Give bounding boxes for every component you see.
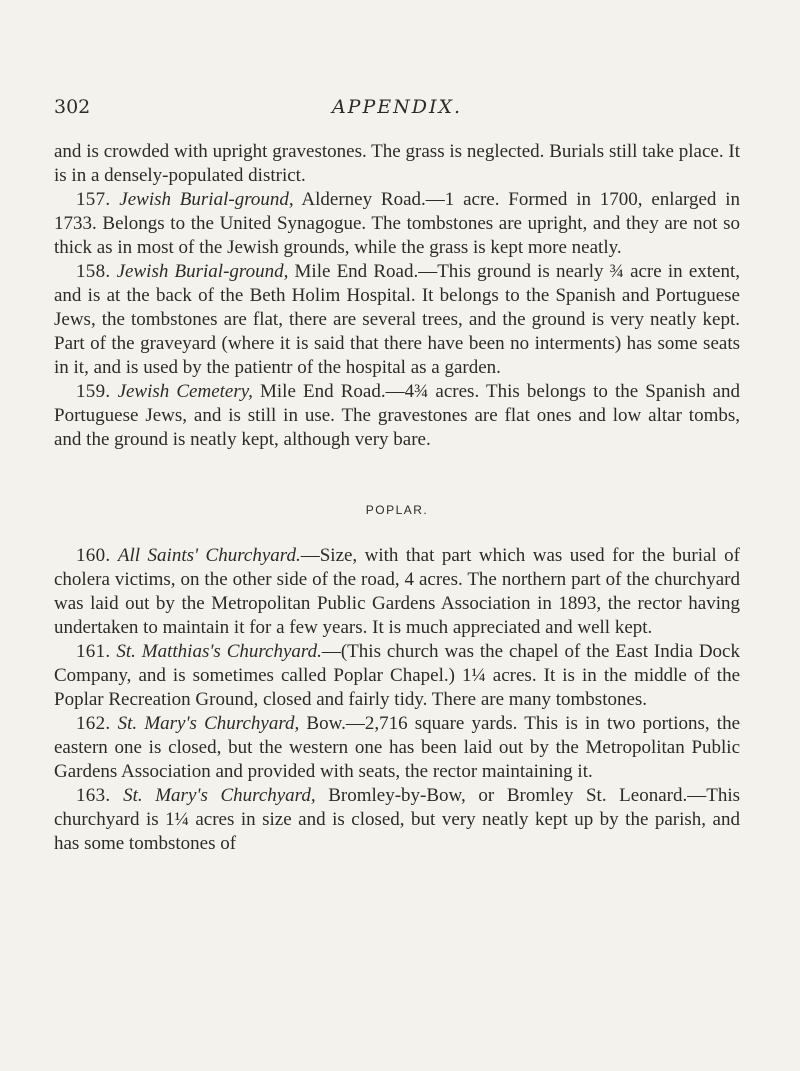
page-body: [54, 140, 740, 856]
entry-158: [54, 260, 740, 380]
entry-text: Mile End Road.—4¾ acres. This belongs to the Spanish and Portuguese Jews, and is still in use. The gravestones are flat ones and low altar tombs, and the ground is neatly kept, although very bare.: [54, 381, 740, 450]
entry-text: Bromley-by-Bow, or Bromley St. Leonard.—This churchyard is 1¼ acres in size and is closed, but very neatly kept up by the parish, and has some tombstones of: [54, 785, 741, 854]
page-number: 302: [54, 96, 91, 118]
entry-number: 163.: [76, 785, 111, 806]
entry-160: [54, 544, 740, 640]
entry-title: All Saints' Churchyard.: [117, 545, 301, 566]
running-head: APPENDIX.: [331, 96, 463, 118]
entry-number: 162.: [76, 713, 111, 734]
entry-159: [54, 380, 740, 452]
entry-title: Jewish Burial-ground,: [119, 189, 294, 210]
page-header: [54, 96, 740, 122]
entry-157: [54, 188, 740, 260]
entry-163: [54, 784, 740, 856]
entry-title: St. Mary's Churchyard,: [123, 785, 316, 806]
entry-number: 160.: [76, 545, 111, 566]
section-heading-poplar: POPLAR.: [365, 503, 429, 517]
entry-number: 158.: [76, 261, 111, 282]
entry-161: [54, 640, 740, 712]
entry-title: Jewish Burial-ground,: [116, 261, 289, 282]
opening-paragraph: and is crowded with upright gravestones. The grass is neglected. Burials still take place. It is in a densely-populated district.: [54, 141, 740, 186]
entry-text: Mile End Road.—This ground is nearly ¾ acre in extent, and is at the back of the Beth Holim Hospital. It belongs to the Spanish and Portuguese Jews, the tombstones are flat, there are several trees, and the ground is very neatly kept. Part of the graveyard (where it is said that there have been no interments) has some seats in it, and is used by the patientr of the hospital as a garden.: [54, 261, 740, 378]
entry-number: 159.: [76, 381, 111, 402]
entry-text: Bow.—2,716 square yards. This is in two portions, the eastern one is closed, but the western one has been laid out by the Metropolitan Public Gardens Association and provided with seats, the rector maintaining it.: [54, 713, 741, 782]
entry-162: [54, 712, 740, 784]
entry-text: —Size, with that part which was used for the burial of cholera victims, on the other side of the road, 4 acres. The northern part of the churchyard was laid out by the Metropolitan Public Gardens Association in 1893, the rector having undertaken to maintain it for a few years. It is much appreciated and well kept.: [54, 545, 740, 638]
entry-number: 157.: [76, 189, 111, 210]
entry-title: Jewish Cemetery,: [117, 381, 253, 402]
entry-title: St. Mary's Churchyard,: [117, 713, 300, 734]
entry-text: Alderney Road.—1 acre. Formed in 1700, enlarged in 1733. Belongs to the United Synagogue. The tombstones are upright, and they are not so thick as in most of the Jewish grounds, while the grass is kept more neatly.: [54, 189, 741, 258]
entry-number: 161.: [76, 641, 111, 662]
entry-title: St. Matthias's Churchyard.: [116, 641, 322, 662]
entry-text: —(This church was the chapel of the East India Dock Company, and is sometimes called Poplar Chapel.) 1¼ acres. It is in the middle of the Poplar Recreation Ground, closed and fairly tidy. There are many tombstones.: [54, 641, 740, 710]
